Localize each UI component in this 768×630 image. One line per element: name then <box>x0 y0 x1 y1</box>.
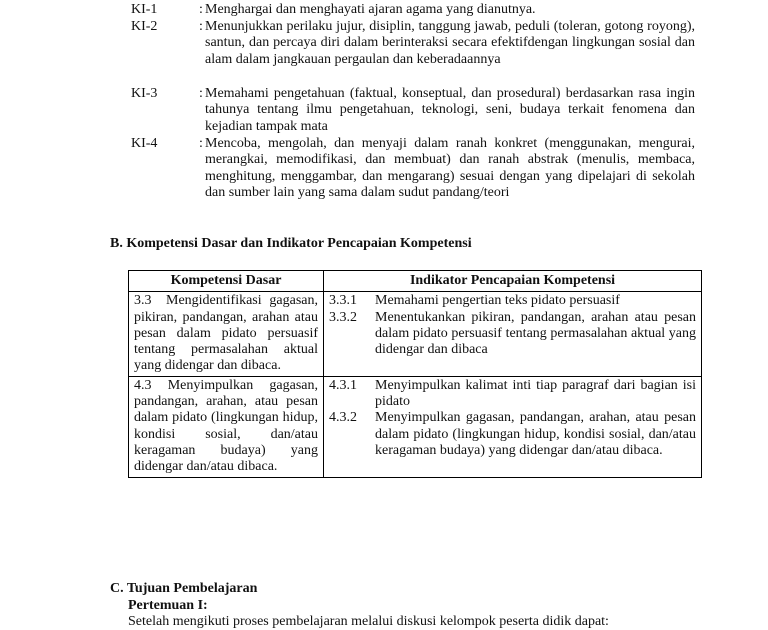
competency-table <box>128 270 702 478</box>
table-header-indicator: Indikator Pencapaian Kompetensi <box>324 271 702 292</box>
kd-text: Mengidentifikasi gagasan, pikiran, pandangan, arahan atau pesan dalam pidato persuasif tentang permasalahan aktual yang didengar dan dibaca. <box>134 293 318 374</box>
indicator-number: 3.3.2 <box>329 309 357 325</box>
ki-text: : Menghargai dan menghayati ajaran agama yang dianutnya. <box>205 2 695 18</box>
ki-label: KI-4 <box>131 136 158 151</box>
indicator-item <box>329 410 696 459</box>
section-c-intro: Setelah mengikuti proses pembelajaran melalui diskusi kelompok peserta didik dapat: <box>128 614 609 629</box>
indicator-item <box>329 378 696 411</box>
ki-text: : Memahami pengetahuan (faktual, konseptual, dan prosedural) berdasarkan rasa ingin tahunya tentang ilmu pengetahuan, teknologi, seni, budaya terkait fenomena dan kejadian tampak mata <box>205 86 695 135</box>
kd-text: Menyimpulkan gagasan, pandangan, arahan, atau pesan dalam pidato (lingkungan hidup, kondisi sosial, dan/atau keragaman budaya) yang didengar dan/atau dibaca. <box>134 377 319 475</box>
indicator-item <box>329 293 696 309</box>
kd-number: 3.3 <box>134 293 152 309</box>
indicator-cell <box>324 292 702 376</box>
indicator-number: 4.3.2 <box>329 410 357 426</box>
ki-label: KI-3 <box>131 86 158 101</box>
indicator-text: Menyimpulkan gagasan, pandangan, arahan, atau pesan dalam pidato (lingkungan hidup, kondisi sosial, dan/atau keragaman budaya) yang didengar dan/atau dibaca. <box>375 410 696 458</box>
kd-cell <box>129 292 324 376</box>
kd-number: 4.3 <box>134 377 152 393</box>
indicator-cell <box>324 376 702 477</box>
ki-text: : Mencoba, mengolah, dan menyaji dalam ranah konkret (menggunakan, mengurai, merangkai, memodifikasi, dan membuat) dan ranah abstrak (menulis, membaca, menghitung, menggambar, dan mengarang) sesuai dengan yang dipelajari di sekolah dan sumber lain yang sama dalam sudut pandang/teori <box>205 136 695 201</box>
section-c-heading: C. Tujuan Pembelajaran <box>110 581 258 596</box>
table-header-row <box>129 271 702 292</box>
indicator-number: 4.3.1 <box>329 377 357 393</box>
table-header-kd: Kompetensi Dasar <box>129 271 324 292</box>
indicator-text: Menentukankan pikiran, pandangan, arahan atau pesan dalam pidato persuasif tentang permasalahan aktual yang didengar dan dibaca <box>375 309 696 358</box>
table-row <box>129 376 702 477</box>
indicator-number: 3.3.1 <box>329 293 357 309</box>
indicator-text: Menyimpulkan kalimat inti tiap paragraf dari bagian isi pidato <box>375 377 696 410</box>
section-b-heading: B. Kompetensi Dasar dan Indikator Pencapaian Kompetensi <box>110 236 472 251</box>
kd-cell <box>129 376 324 477</box>
ki-label: KI-1 <box>131 2 158 17</box>
indicator-item <box>329 310 696 359</box>
indicator-text: Memahami pengertian teks pidato persuasif <box>375 293 620 309</box>
table-row <box>129 292 702 376</box>
ki-label: KI-2 <box>131 19 158 34</box>
meeting-heading: Pertemuan I: <box>128 598 208 613</box>
ki-text: : Menunjukkan perilaku jujur, disiplin, tanggung jawab, peduli (toleran, gotong royong), santun, dan percaya diri dalam berinteraksi secara efektifdengan lingkungan sosial dan alam dalam jangkauan pergaulan dan keberadaannya <box>205 19 695 68</box>
